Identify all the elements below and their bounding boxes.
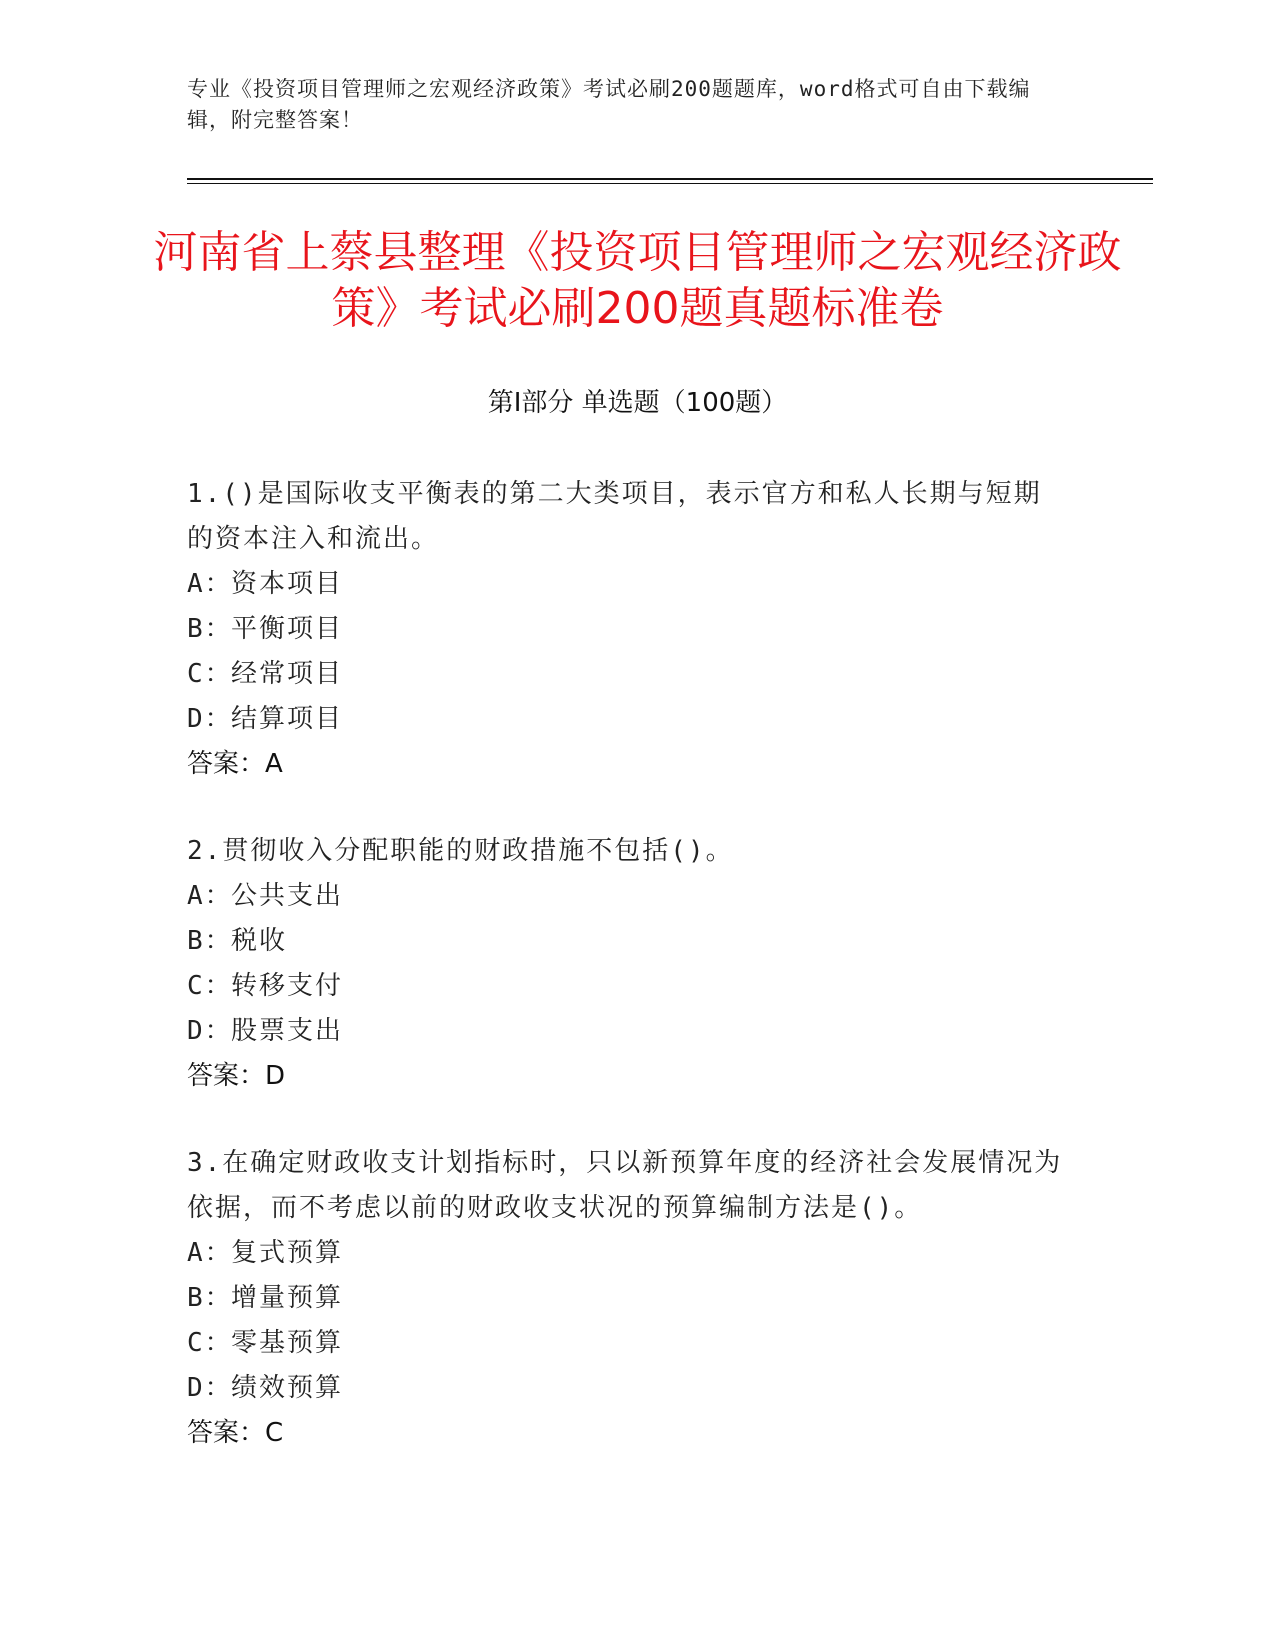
header-rule-thick <box>187 178 1153 180</box>
answer: 答案：A <box>187 749 283 779</box>
option-a <box>187 562 1067 607</box>
option-text: 转移支付 <box>231 971 344 1001</box>
option-d <box>187 1366 1067 1411</box>
question-stem: 1.()是国际收支平衡表的第二大类项目，表示官方和私人长期与短期的资本注入和流出。 <box>187 479 1042 554</box>
option-key: D： <box>187 1373 233 1403</box>
question-list <box>187 472 1067 1498</box>
question-1 <box>187 472 1067 787</box>
option-key: D： <box>187 1016 233 1046</box>
option-b <box>187 607 1067 652</box>
option-text: 绩效预算 <box>231 1373 344 1403</box>
question-stem: 3.在确定财政收支计划指标时，只以新预算年度的经济社会发展情况为依据，而不考虑以前的财政收支状况的预算编制方法是()。 <box>187 1148 1063 1223</box>
option-b <box>187 919 1067 964</box>
header-rule-thin <box>187 183 1153 184</box>
option-text: 公共支出 <box>231 881 344 911</box>
option-c <box>187 652 1067 697</box>
option-key: B： <box>187 614 233 644</box>
option-text: 资本项目 <box>231 569 344 599</box>
option-key: A： <box>187 1238 233 1268</box>
option-text: 经常项目 <box>231 659 344 689</box>
option-d <box>187 697 1067 742</box>
option-text: 增量预算 <box>231 1283 344 1313</box>
option-d <box>187 1009 1067 1054</box>
question-stem: 2.贯彻收入分配职能的财政措施不包括()。 <box>187 836 734 866</box>
section-heading: 第Ⅰ部分 单选题（100题） <box>487 388 788 418</box>
option-key: B： <box>187 1283 233 1313</box>
option-key: A： <box>187 881 233 911</box>
option-b <box>187 1276 1067 1321</box>
option-text: 股票支出 <box>231 1016 344 1046</box>
answer: 答案：C <box>187 1418 284 1448</box>
option-text: 平衡项目 <box>231 614 344 644</box>
option-text: 复式预算 <box>231 1238 344 1268</box>
document-title: 河南省上蔡县整理《投资项目管理师之宏观经济政策》考试必刷200题真题标准卷 <box>153 227 1122 334</box>
option-key: A： <box>187 569 233 599</box>
answer: 答案：D <box>187 1061 286 1091</box>
header-note: 专业《投资项目管理师之宏观经济政策》考试必刷200题题库，word格式可自由下载编辑，附完整答案！ <box>187 77 1031 132</box>
option-text: 零基预算 <box>231 1328 344 1358</box>
option-text: 结算项目 <box>231 704 344 734</box>
option-c <box>187 1321 1067 1366</box>
option-a <box>187 1231 1067 1276</box>
option-key: B： <box>187 926 233 956</box>
option-a <box>187 874 1067 919</box>
option-key: D： <box>187 704 233 734</box>
option-key: C： <box>187 1328 233 1358</box>
option-key: C： <box>187 659 233 689</box>
option-key: C： <box>187 971 233 1001</box>
question-2 <box>187 829 1067 1099</box>
option-c <box>187 964 1067 1009</box>
question-3 <box>187 1141 1067 1456</box>
option-text: 税收 <box>231 926 288 956</box>
